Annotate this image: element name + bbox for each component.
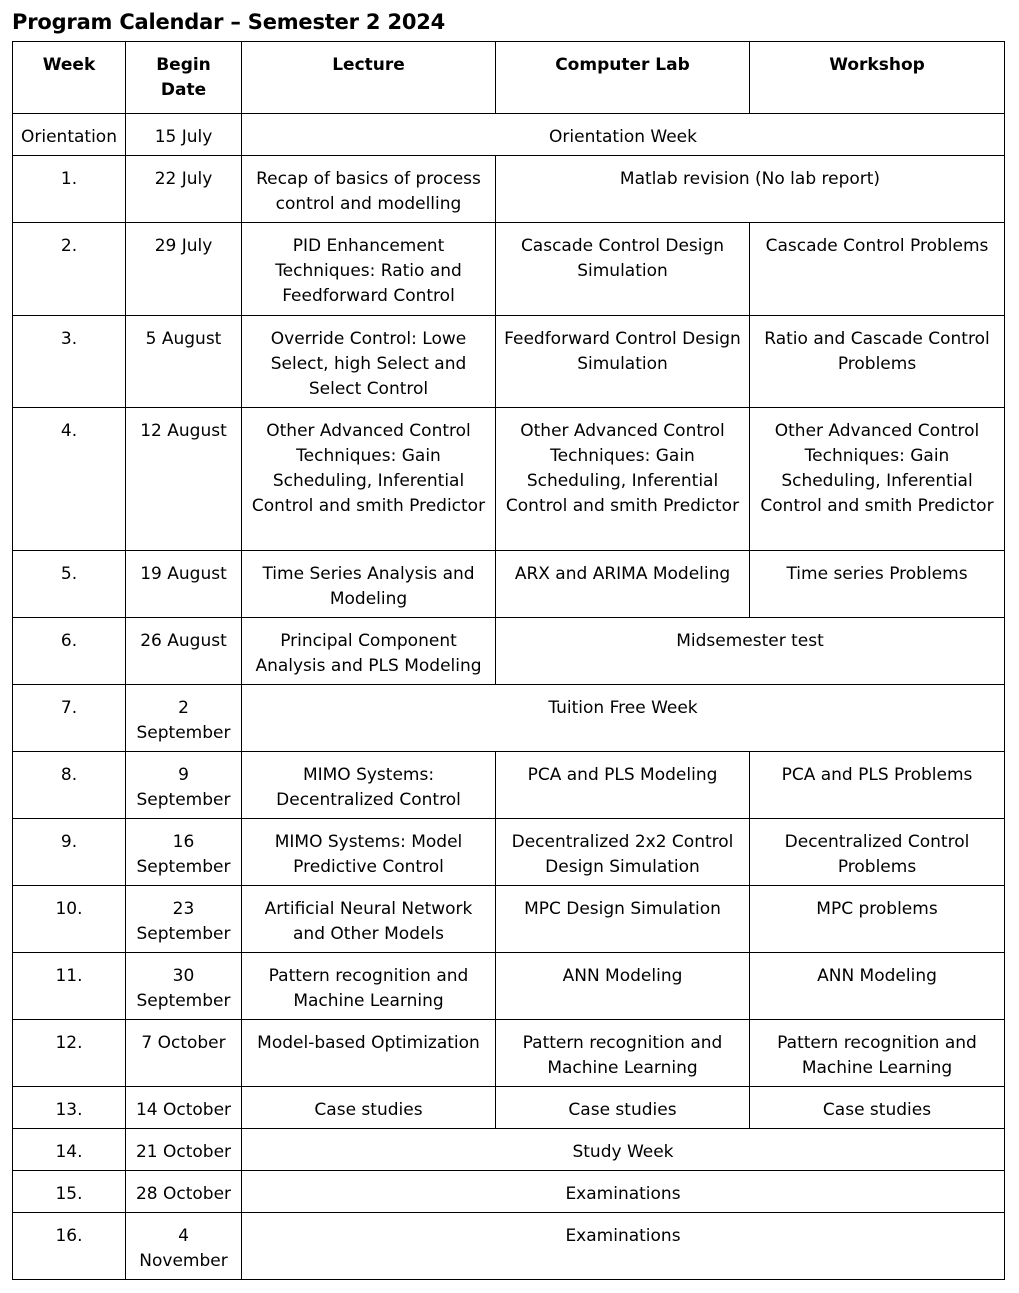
week-cell: 14. [13,1129,126,1171]
week-cell: 15. [13,1171,126,1213]
lecture-cell: Model-based Optimization [242,1020,496,1087]
lecture-cell: Case studies [242,1087,496,1129]
workshop-cell: Case studies [750,1087,1005,1129]
lecture-cell: PID Enhancement Techniques: Ratio and Feedforward Control [242,223,496,316]
workshop-cell: Time series Problems [750,551,1005,618]
date-cell: 23 September [126,886,242,953]
week-cell: 1. [13,156,126,223]
lecture-cell: MIMO Systems: Decentralized Control [242,752,496,819]
lab-cell: Cascade Control Design Simulation [496,223,750,316]
lab-cell: Pattern recognition and Machine Learning [496,1020,750,1087]
week-cell: 16. [13,1213,126,1280]
week-cell: Orientation [13,114,126,156]
date-cell: 9 September [126,752,242,819]
table-row [13,1087,1005,1129]
table-row [13,316,1005,408]
date-cell: 15 July [126,114,242,156]
lab-cell: MPC Design Simulation [496,886,750,953]
lecture-cell: Override Control: Lowe Select, high Select and Select Control [242,316,496,408]
date-cell: 5 August [126,316,242,408]
merged-cell: Examinations [242,1171,1005,1213]
week-cell: 4. [13,408,126,551]
lab-cell: Feedforward Control Design Simulation [496,316,750,408]
date-cell: 29 July [126,223,242,316]
lab-cell: ARX and ARIMA Modeling [496,551,750,618]
lecture-cell: MIMO Systems: Model Predictive Control [242,819,496,886]
week-cell: 7. [13,685,126,752]
week-cell: 3. [13,316,126,408]
date-cell: 2 September [126,685,242,752]
merged-cell: Study Week [242,1129,1005,1171]
date-cell: 26 August [126,618,242,685]
header-lecture: Lecture [242,42,496,114]
table-row [13,1020,1005,1087]
lecture-cell: Principal Component Analysis and PLS Modeling [242,618,496,685]
lab-cell: ANN Modeling [496,953,750,1020]
header-week: Week [13,42,126,114]
date-cell: 19 August [126,551,242,618]
week-cell: 11. [13,953,126,1020]
date-cell: 21 October [126,1129,242,1171]
program-calendar-table [12,41,1005,1280]
table-row [13,223,1005,316]
week-cell: 6. [13,618,126,685]
week-cell: 13. [13,1087,126,1129]
merged-cell: Examinations [242,1213,1005,1280]
lab-cell: Case studies [496,1087,750,1129]
date-cell: 30 September [126,953,242,1020]
table-row [13,953,1005,1020]
table-row [13,685,1005,752]
merged-cell: Orientation Week [242,114,1005,156]
workshop-cell: Decentralized Control Problems [750,819,1005,886]
workshop-cell: Ratio and Cascade Control Problems [750,316,1005,408]
date-cell: 4 November [126,1213,242,1280]
lab-cell: PCA and PLS Modeling [496,752,750,819]
table-row [13,1213,1005,1280]
date-cell: 16 September [126,819,242,886]
week-cell: 12. [13,1020,126,1087]
lab-cell: Decentralized 2x2 Control Design Simulation [496,819,750,886]
lab-workshop-cell: Midsemester test [496,618,1005,685]
header-begin-date: Begin Date [126,42,242,114]
table-row [13,886,1005,953]
week-cell: 9. [13,819,126,886]
table-row [13,156,1005,223]
page-title: Program Calendar – Semester 2 2024 [12,10,446,34]
lecture-cell: Pattern recognition and Machine Learning [242,953,496,1020]
table-row [13,1171,1005,1213]
workshop-cell: Other Advanced Control Techniques: Gain Scheduling, Inferential Control and smith Predictor [750,408,1005,551]
table-row [13,752,1005,819]
week-cell: 2. [13,223,126,316]
lecture-cell: Other Advanced Control Techniques: Gain Scheduling, Inferential Control and smith Predictor [242,408,496,551]
week-cell: 8. [13,752,126,819]
lecture-cell: Artificial Neural Network and Other Models [242,886,496,953]
week-cell: 5. [13,551,126,618]
header-computer-lab: Computer Lab [496,42,750,114]
header-row [13,42,1005,114]
table-row [13,114,1005,156]
lab-cell: Other Advanced Control Techniques: Gain Scheduling, Inferential Control and smith Predictor [496,408,750,551]
lecture-cell: Time Series Analysis and Modeling [242,551,496,618]
date-cell: 28 October [126,1171,242,1213]
table-row [13,551,1005,618]
merged-cell: Tuition Free Week [242,685,1005,752]
date-cell: 14 October [126,1087,242,1129]
lab-workshop-cell: Matlab revision (No lab report) [496,156,1005,223]
week-cell: 10. [13,886,126,953]
workshop-cell: MPC problems [750,886,1005,953]
date-cell: 7 October [126,1020,242,1087]
date-cell: 22 July [126,156,242,223]
table-row [13,408,1005,551]
table-row [13,1129,1005,1171]
lecture-cell: Recap of basics of process control and modelling [242,156,496,223]
workshop-cell: PCA and PLS Problems [750,752,1005,819]
table-row [13,618,1005,685]
table-row [13,819,1005,886]
workshop-cell: ANN Modeling [750,953,1005,1020]
date-cell: 12 August [126,408,242,551]
workshop-cell: Pattern recognition and Machine Learning [750,1020,1005,1087]
workshop-cell: Cascade Control Problems [750,223,1005,316]
header-workshop: Workshop [750,42,1005,114]
